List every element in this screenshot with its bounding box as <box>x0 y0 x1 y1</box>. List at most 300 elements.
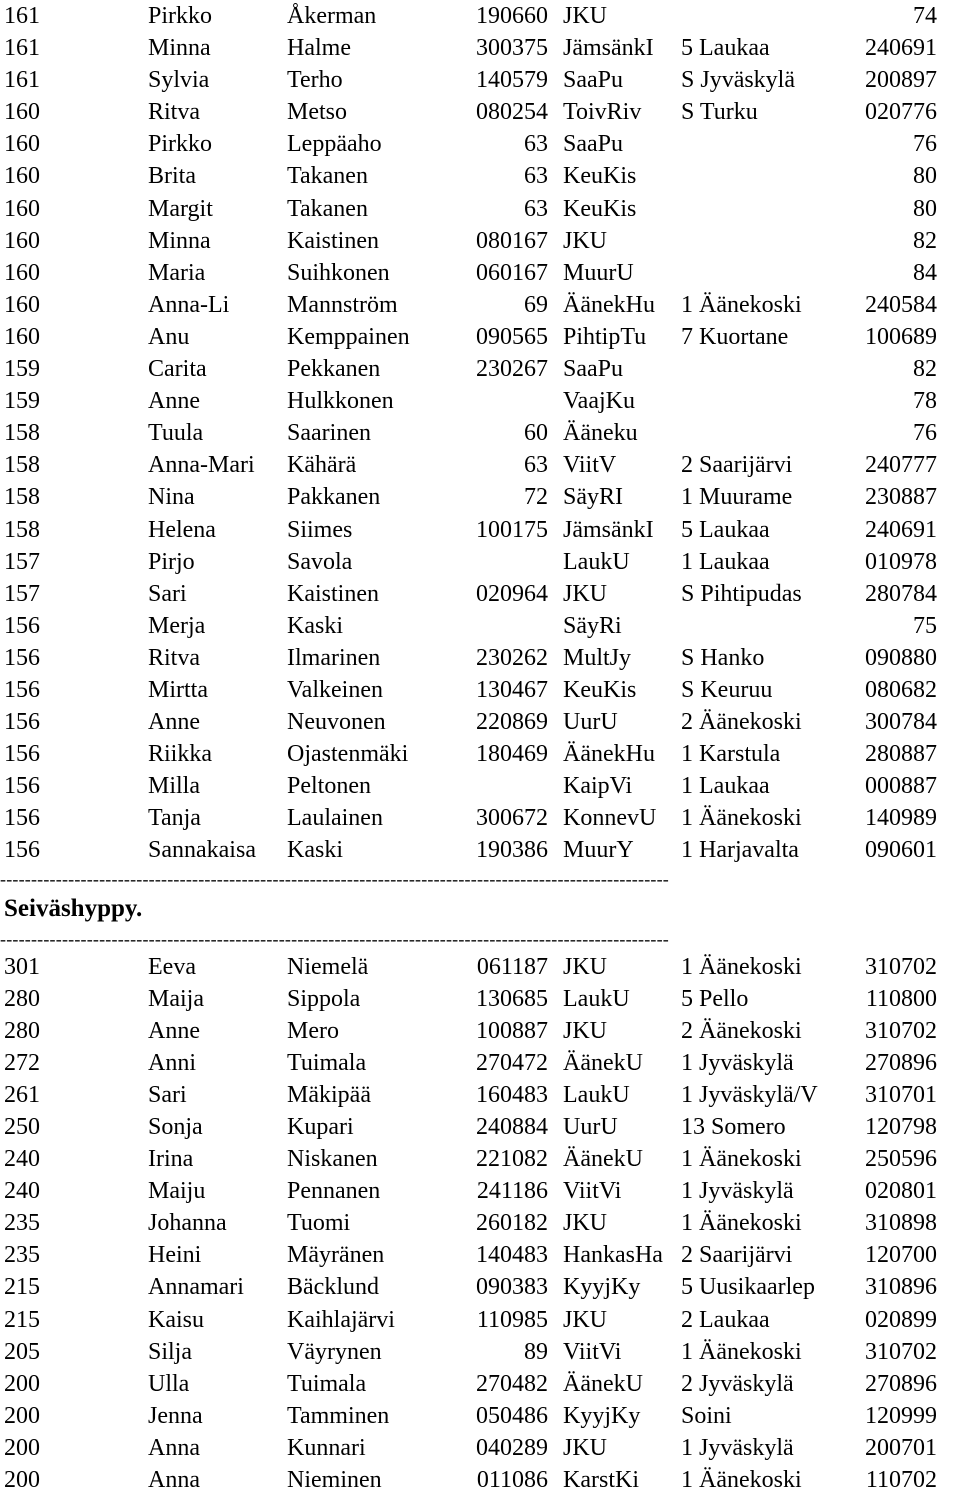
result-row <box>0 225 960 257</box>
cell-result: 161 <box>4 3 40 29</box>
cell-first-name: Irina <box>148 1146 194 1173</box>
cell-club: JKU <box>563 3 608 29</box>
cell-date: 240691 <box>865 516 937 543</box>
cell-birth-date: 050486 <box>476 1402 548 1429</box>
cell-first-name: Jenna <box>148 1402 203 1429</box>
cell-birth-date: 63 <box>524 163 548 190</box>
cell-date: 76 <box>913 131 937 158</box>
cell-last-name: Niemelä <box>287 953 369 980</box>
cell-last-name: Siimes <box>287 516 353 543</box>
cell-date: 110800 <box>865 985 937 1012</box>
cell-placement: S Hanko <box>681 644 765 671</box>
cell-club: KeuKis <box>563 676 637 703</box>
cell-last-name: Pekkanen <box>287 356 381 383</box>
cell-first-name: Tanja <box>148 805 201 832</box>
cell-first-name: Anna <box>148 1434 200 1461</box>
cell-club: JKU <box>563 227 608 254</box>
result-row <box>0 1336 960 1368</box>
cell-birth-date: 011086 <box>476 1467 548 1494</box>
cell-birth-date: 270472 <box>476 1049 548 1076</box>
cell-result: 160 <box>4 227 40 254</box>
cell-birth-date: 89 <box>524 1338 548 1365</box>
cell-placement: Soini <box>681 1402 732 1429</box>
result-row <box>0 1143 960 1175</box>
result-row <box>0 610 960 642</box>
cell-first-name: Maija <box>148 985 204 1012</box>
cell-club: ViitVi <box>563 1338 622 1365</box>
cell-club: LaukU <box>563 1081 630 1108</box>
cell-club: UurU <box>563 1114 618 1140</box>
cell-result: 160 <box>4 259 40 286</box>
cell-first-name: Brita <box>148 163 196 190</box>
cell-date: 090601 <box>865 837 937 864</box>
cell-placement: 7 Kuortane <box>681 323 789 350</box>
cell-result: 156 <box>4 676 40 703</box>
cell-birth-date: 63 <box>524 131 548 158</box>
cell-first-name: Anna-Mari <box>148 452 255 479</box>
cell-date: 090880 <box>865 644 937 671</box>
cell-last-name: Terho <box>287 67 343 94</box>
cell-last-name: Kupari <box>287 1114 354 1140</box>
cell-last-name: Ilmarinen <box>287 644 381 671</box>
result-row <box>0 1207 960 1239</box>
cell-birth-date: 110985 <box>476 1306 548 1333</box>
cell-birth-date: 090565 <box>476 323 548 350</box>
cell-club: ViitV <box>563 452 617 479</box>
cell-birth-date: 180469 <box>476 741 548 768</box>
result-row <box>0 578 960 610</box>
cell-club: KeuKis <box>563 163 637 190</box>
cell-date: 110702 <box>865 1467 937 1494</box>
cell-club: ÄänekHu <box>563 741 655 768</box>
result-row <box>0 32 960 64</box>
cell-first-name: Milla <box>148 773 200 800</box>
cell-last-name: Laulainen <box>287 805 383 832</box>
result-row <box>0 257 960 289</box>
cell-first-name: Johanna <box>148 1210 227 1237</box>
cell-birth-date: 080254 <box>476 99 548 126</box>
result-row <box>0 1111 960 1143</box>
cell-club: SaaPu <box>563 131 623 158</box>
cell-last-name: Leppäaho <box>287 131 382 158</box>
cell-date: 120999 <box>865 1402 937 1429</box>
cell-club: JKU <box>563 1306 608 1333</box>
cell-result: 200 <box>4 1402 40 1429</box>
result-row <box>0 770 960 802</box>
cell-date: 120700 <box>865 1242 937 1269</box>
cell-first-name: Ritva <box>148 99 200 126</box>
result-row <box>0 802 960 834</box>
cell-first-name: Kaisu <box>148 1306 204 1333</box>
result-row <box>0 1079 960 1111</box>
cell-first-name: Eeva <box>148 953 196 980</box>
result-row <box>0 449 960 481</box>
cell-placement: S Pihtipudas <box>681 580 802 607</box>
cell-result: 159 <box>4 388 40 415</box>
cell-placement: 2 Äänekoski <box>681 709 802 736</box>
cell-birth-date: 100175 <box>476 516 548 543</box>
cell-result: 160 <box>4 291 40 318</box>
cell-result: 160 <box>4 131 40 158</box>
cell-date: 80 <box>913 195 937 222</box>
cell-last-name: Kaistinen <box>287 580 379 607</box>
cell-placement: 1 Harjavalta <box>681 837 799 864</box>
cell-club: ÄänekU <box>563 1049 643 1076</box>
cell-placement: S Jyväskylä <box>681 67 795 94</box>
result-row <box>0 834 960 866</box>
cell-birth-date: 090383 <box>476 1274 548 1301</box>
cell-date: 100689 <box>865 323 937 350</box>
cell-last-name: Savola <box>287 548 353 575</box>
result-row <box>0 514 960 546</box>
cell-date: 310898 <box>865 1210 937 1237</box>
cell-club: JämsänkI <box>563 516 654 543</box>
cell-birth-date: 190386 <box>476 837 548 864</box>
result-row <box>0 738 960 770</box>
result-row <box>0 1464 960 1496</box>
cell-placement: 1 Jyväskylä <box>681 1178 794 1205</box>
cell-birth-date: 040289 <box>476 1434 548 1461</box>
cell-result: 156 <box>4 837 40 864</box>
cell-result: 158 <box>4 420 40 447</box>
cell-birth-date: 240884 <box>476 1114 548 1140</box>
cell-birth-date: 061187 <box>476 953 548 980</box>
cell-first-name: Pirjo <box>148 548 195 575</box>
cell-last-name: Takanen <box>287 163 368 190</box>
cell-result: 161 <box>4 67 40 94</box>
cell-birth-date: 020964 <box>476 580 548 607</box>
cell-result: 156 <box>4 612 40 639</box>
cell-last-name: Metso <box>287 99 347 126</box>
cell-first-name: Mirtta <box>148 676 208 703</box>
cell-placement: 1 Äänekoski <box>681 291 802 318</box>
cell-result: 156 <box>4 644 40 671</box>
cell-placement: 13 Somero <box>681 1114 786 1140</box>
cell-club: KyyjKy <box>563 1402 641 1429</box>
cell-first-name: Nina <box>148 484 195 511</box>
cell-date: 140989 <box>865 805 937 832</box>
cell-first-name: Sari <box>148 1081 187 1108</box>
cell-date: 010978 <box>865 548 937 575</box>
cell-club: VaajKu <box>563 388 635 415</box>
cell-date: 240691 <box>865 35 937 62</box>
cell-last-name: Tuimala <box>287 1370 367 1397</box>
cell-placement: 5 Laukaa <box>681 516 770 543</box>
cell-placement: S Keuruu <box>681 676 773 703</box>
cell-club: KyyjKy <box>563 1274 641 1301</box>
cell-club: JKU <box>563 1434 608 1461</box>
cell-date: 200897 <box>865 67 937 94</box>
cell-last-name: Åkerman <box>287 3 377 29</box>
cell-club: UurU <box>563 709 618 736</box>
cell-birth-date: 300375 <box>476 35 548 62</box>
cell-placement: 1 Karstula <box>681 741 781 768</box>
cell-placement: 1 Äänekoski <box>681 1338 802 1365</box>
cell-birth-date: 60 <box>524 420 548 447</box>
cell-last-name: Mannström <box>287 291 398 318</box>
cell-first-name: Pirkko <box>148 131 213 158</box>
cell-result: 200 <box>4 1434 40 1461</box>
cell-first-name: Ritva <box>148 644 200 671</box>
cell-result: 159 <box>4 356 40 383</box>
cell-date: 200701 <box>865 1434 937 1461</box>
cell-first-name: Tuula <box>148 420 204 447</box>
cell-result: 160 <box>4 163 40 190</box>
result-row <box>0 706 960 738</box>
cell-first-name: Maria <box>148 259 206 286</box>
cell-placement: 5 Pello <box>681 985 749 1012</box>
result-row <box>0 951 960 983</box>
cell-result: 158 <box>4 452 40 479</box>
result-row <box>0 1400 960 1432</box>
cell-result: 235 <box>4 1210 40 1237</box>
cell-last-name: Kaihlajärvi <box>287 1306 395 1333</box>
cell-result: 272 <box>4 1049 40 1076</box>
cell-birth-date: 63 <box>524 452 548 479</box>
cell-last-name: Nieminen <box>287 1467 382 1494</box>
cell-last-name: Pennanen <box>287 1178 381 1205</box>
cell-last-name: Peltonen <box>287 773 371 800</box>
cell-first-name: Sari <box>148 580 187 607</box>
cell-birth-date: 230267 <box>476 356 548 383</box>
result-row <box>0 385 960 417</box>
cell-birth-date: 300672 <box>476 805 548 832</box>
cell-date: 080682 <box>865 676 937 703</box>
cell-date: 270896 <box>865 1049 937 1076</box>
cell-placement: 1 Äänekoski <box>681 953 802 980</box>
cell-last-name: Saarinen <box>287 420 371 447</box>
cell-first-name: Anne <box>148 388 200 415</box>
pole-vault-results-list <box>0 951 960 1497</box>
cell-last-name: Ojastenmäki <box>287 741 409 768</box>
cell-first-name: Minna <box>148 35 211 62</box>
cell-last-name: Bäcklund <box>287 1274 379 1301</box>
cell-date: 280784 <box>865 580 937 607</box>
cell-placement: 1 Äänekoski <box>681 805 802 832</box>
cell-date: 82 <box>913 356 937 383</box>
cell-result: 160 <box>4 195 40 222</box>
cell-result: 160 <box>4 323 40 350</box>
result-row <box>0 1015 960 1047</box>
separator-line: ------------------------------------------------------------------------------------------------------------ <box>0 928 669 949</box>
cell-last-name: Tamminen <box>287 1402 390 1429</box>
cell-placement: 1 Jyväskylä <box>681 1434 794 1461</box>
cell-date: 74 <box>913 3 937 29</box>
cell-placement: 2 Jyväskylä <box>681 1370 794 1397</box>
cell-club: HankasHa <box>563 1242 663 1269</box>
cell-result: 250 <box>4 1114 40 1140</box>
cell-birth-date: 63 <box>524 195 548 222</box>
result-row <box>0 1368 960 1400</box>
cell-first-name: Anna-Li <box>148 291 230 318</box>
cell-placement: 2 Laukaa <box>681 1306 770 1333</box>
cell-result: 301 <box>4 953 40 980</box>
cell-birth-date: 140579 <box>476 67 548 94</box>
cell-birth-date: 69 <box>524 291 548 318</box>
cell-date: 230887 <box>865 484 937 511</box>
cell-last-name: Niskanen <box>287 1146 378 1173</box>
result-row <box>0 642 960 674</box>
cell-club: ViitVi <box>563 1178 622 1205</box>
cell-date: 80 <box>913 163 937 190</box>
cell-placement: 1 Äänekoski <box>681 1467 802 1494</box>
result-row <box>0 128 960 160</box>
cell-club: JämsänkI <box>563 35 654 62</box>
separator-line: ------------------------------------------------------------------------------------------------------------ <box>0 868 669 889</box>
result-row <box>0 160 960 192</box>
cell-placement: 1 Muurame <box>681 484 793 511</box>
cell-club: KeuKis <box>563 195 637 222</box>
cell-club: PihtipTu <box>563 323 647 350</box>
cell-club: Ääneku <box>563 420 638 447</box>
cell-last-name: Valkeinen <box>287 676 383 703</box>
cell-club: KaipVi <box>563 773 633 800</box>
result-row <box>0 289 960 321</box>
cell-date: 310701 <box>865 1081 937 1108</box>
cell-birth-date: 270482 <box>476 1370 548 1397</box>
cell-date: 310702 <box>865 1338 937 1365</box>
cell-first-name: Sylvia <box>148 67 210 94</box>
cell-result: 161 <box>4 35 40 62</box>
cell-placement: 1 Jyväskylä/V <box>681 1081 818 1108</box>
cell-last-name: Mäkipää <box>287 1081 371 1108</box>
cell-result: 240 <box>4 1146 40 1173</box>
result-row <box>0 1239 960 1271</box>
cell-date: 270896 <box>865 1370 937 1397</box>
cell-club: KarstKi <box>563 1467 639 1494</box>
cell-date: 020899 <box>865 1306 937 1333</box>
cell-last-name: Tuimala <box>287 1049 367 1076</box>
cell-first-name: Riikka <box>148 741 212 768</box>
cell-birth-date: 080167 <box>476 227 548 254</box>
cell-birth-date: 221082 <box>476 1146 548 1173</box>
cell-result: 261 <box>4 1081 40 1108</box>
cell-club: SaaPu <box>563 67 623 94</box>
cell-result: 158 <box>4 484 40 511</box>
cell-result: 200 <box>4 1467 40 1494</box>
cell-last-name: Mäyränen <box>287 1242 385 1269</box>
result-row <box>0 321 960 353</box>
cell-last-name: Kaski <box>287 837 343 864</box>
cell-club: SäyRI <box>563 484 623 511</box>
cell-result: 215 <box>4 1306 40 1333</box>
cell-placement: 1 Laukaa <box>681 548 770 575</box>
cell-birth-date: 72 <box>524 484 548 511</box>
cell-last-name: Hulkkonen <box>287 388 394 415</box>
cell-last-name: Väyrynen <box>287 1338 382 1365</box>
cell-club: ÄänekU <box>563 1146 643 1173</box>
cell-date: 75 <box>913 612 937 639</box>
result-row <box>0 0 960 32</box>
cell-date: 300784 <box>865 709 937 736</box>
cell-birth-date: 100887 <box>476 1017 548 1044</box>
cell-date: 240584 <box>865 291 937 318</box>
cell-birth-date: 140483 <box>476 1242 548 1269</box>
cell-first-name: Anna <box>148 1467 200 1494</box>
cell-last-name: Kunnari <box>287 1434 366 1461</box>
result-row <box>0 417 960 449</box>
cell-club: KonnevU <box>563 805 657 832</box>
result-row <box>0 983 960 1015</box>
cell-result: 156 <box>4 741 40 768</box>
cell-first-name: Sannakaisa <box>148 837 256 864</box>
cell-placement: S Turku <box>681 99 758 126</box>
cell-last-name: Tuomi <box>287 1210 351 1237</box>
cell-first-name: Anu <box>148 323 190 350</box>
section-title-pole-vault: Seiväshyppy. <box>4 894 143 922</box>
cell-birth-date: 260182 <box>476 1210 548 1237</box>
cell-last-name: Kähärä <box>287 452 357 479</box>
cell-result: 156 <box>4 773 40 800</box>
cell-result: 200 <box>4 1370 40 1397</box>
cell-last-name: Neuvonen <box>287 709 386 736</box>
result-row <box>0 674 960 706</box>
cell-first-name: Sonja <box>148 1114 203 1140</box>
cell-date: 280887 <box>865 741 937 768</box>
cell-date: 000887 <box>865 773 937 800</box>
cell-date: 250596 <box>865 1146 937 1173</box>
cell-result: 157 <box>4 580 40 607</box>
cell-last-name: Halme <box>287 35 351 62</box>
cell-result: 240 <box>4 1178 40 1205</box>
result-row <box>0 481 960 513</box>
cell-club: JKU <box>563 1017 608 1044</box>
cell-date: 84 <box>913 259 937 286</box>
cell-club: ToivRiv <box>563 99 642 126</box>
cell-result: 156 <box>4 805 40 832</box>
cell-birth-date: 060167 <box>476 259 548 286</box>
result-row <box>0 1432 960 1464</box>
cell-date: 020776 <box>865 99 937 126</box>
cell-club: LaukU <box>563 548 630 575</box>
result-row <box>0 1271 960 1303</box>
cell-first-name: Pirkko <box>148 3 213 29</box>
cell-placement: 1 Äänekoski <box>681 1146 802 1173</box>
cell-date: 120798 <box>865 1114 937 1140</box>
cell-first-name: Anni <box>148 1049 196 1076</box>
cell-result: 280 <box>4 1017 40 1044</box>
cell-date: 82 <box>913 227 937 254</box>
cell-last-name: Suihkonen <box>287 259 390 286</box>
cell-birth-date: 220869 <box>476 709 548 736</box>
cell-last-name: Kaski <box>287 612 343 639</box>
result-row <box>0 353 960 385</box>
cell-placement: 2 Äänekoski <box>681 1017 802 1044</box>
cell-birth-date: 230262 <box>476 644 548 671</box>
cell-result: 158 <box>4 516 40 543</box>
cell-first-name: Annamari <box>148 1274 244 1301</box>
cell-club: SaaPu <box>563 356 623 383</box>
cell-result: 205 <box>4 1338 40 1365</box>
result-row <box>0 96 960 128</box>
cell-first-name: Carita <box>148 356 207 383</box>
cell-placement: 2 Saarijärvi <box>681 1242 793 1269</box>
cell-first-name: Minna <box>148 227 211 254</box>
cell-first-name: Margit <box>148 195 213 222</box>
cell-first-name: Anne <box>148 1017 200 1044</box>
result-row <box>0 546 960 578</box>
cell-date: 76 <box>913 420 937 447</box>
cell-birth-date: 130467 <box>476 676 548 703</box>
cell-birth-date: 130685 <box>476 985 548 1012</box>
result-row <box>0 64 960 96</box>
cell-result: 280 <box>4 985 40 1012</box>
cell-result: 157 <box>4 548 40 575</box>
result-row <box>0 1047 960 1079</box>
cell-first-name: Helena <box>148 516 216 543</box>
cell-birth-date: 190660 <box>476 3 548 29</box>
cell-first-name: Merja <box>148 612 206 639</box>
